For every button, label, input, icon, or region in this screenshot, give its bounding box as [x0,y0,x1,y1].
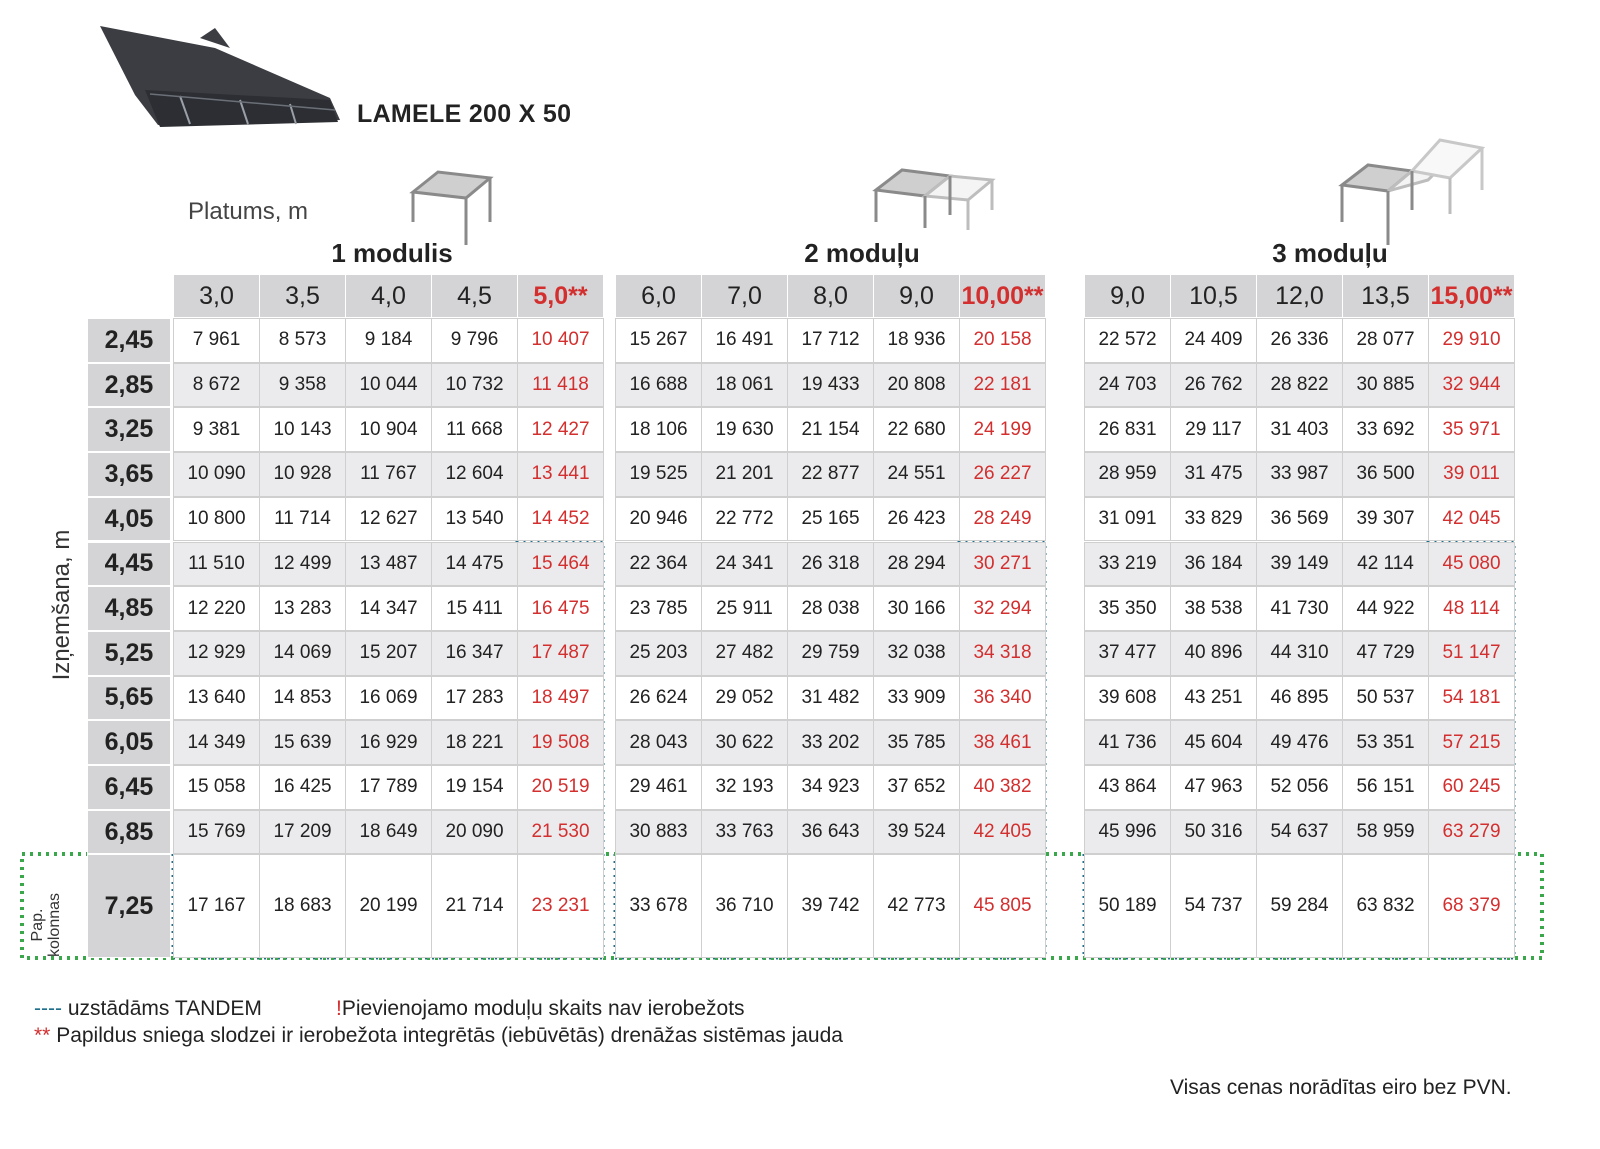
depth-header: 3,25 [87,407,171,452]
price-cell: 38 538 [1170,586,1257,631]
price-cell: 48 114 [1428,586,1515,631]
price-cell: 60 245 [1428,765,1515,810]
price-cell: 10 928 [259,452,346,497]
price-cell: 18 936 [873,318,960,363]
depth-header: 4,05 [87,497,171,542]
price-cell: 24 341 [701,542,788,587]
price-cell: 42 045 [1428,497,1515,542]
price-cell: 22 572 [1084,318,1171,363]
width-header: 8,0 [787,274,874,318]
price-cell: 22 181 [959,363,1046,408]
price-cell: 10 044 [345,363,432,408]
price-cell: 31 475 [1170,452,1257,497]
depth-header: 6,05 [87,720,171,765]
module-3-title: 3 moduļu [1272,238,1388,268]
price-cell: 39 149 [1256,542,1343,587]
price-cell: 17 712 [787,318,874,363]
price-cell: 45 604 [1170,720,1257,765]
price-cell: 11 668 [431,407,518,452]
price-cell: 36 569 [1256,497,1343,542]
price-cell: 24 703 [1084,363,1171,408]
price-cell: 39 011 [1428,452,1515,497]
price-cell: 11 767 [345,452,432,497]
price-cell: 9 381 [173,407,260,452]
price-cell: 43 251 [1170,676,1257,721]
price-cell: 28 959 [1084,452,1171,497]
width-header: 13,5 [1342,274,1429,318]
price-cell: 14 853 [259,676,346,721]
price-cell: 36 340 [959,676,1046,721]
price-cell: 33 987 [1256,452,1343,497]
legend-unlimited [336,997,745,1021]
width-header: 15,00** [1428,274,1515,318]
price-cell: 28 038 [787,586,874,631]
price-cell: 7 961 [173,318,260,363]
price-cell: 51 147 [1428,631,1515,676]
snow-marker: ** [34,1024,51,1047]
price-cell: 21 154 [787,407,874,452]
price-cell: 20 090 [431,810,518,855]
price-cell: 28 822 [1256,363,1343,408]
lamella-profile-image [100,26,340,127]
width-header: 3,5 [259,274,346,318]
price-cell: 24 409 [1170,318,1257,363]
price-cell: 26 318 [787,542,874,587]
price-cell: 25 203 [615,631,702,676]
price-cell: 35 350 [1084,586,1171,631]
width-header: 12,0 [1256,274,1343,318]
price-cell: 9 184 [345,318,432,363]
price-cell: 52 056 [1256,765,1343,810]
price-cell: 45 080 [1428,542,1515,587]
price-cell: 14 347 [345,586,432,631]
price-cell: 19 154 [431,765,518,810]
price-cell: 19 433 [787,363,874,408]
price-cell: 16 069 [345,676,432,721]
depth-header: 3,65 [87,452,171,497]
price-cell: 33 909 [873,676,960,721]
legend-tandem [34,997,262,1021]
price-cell: 54 637 [1256,810,1343,855]
price-cell: 17 209 [259,810,346,855]
price-cell: 11 714 [259,497,346,542]
price-cell: 15 207 [345,631,432,676]
price-cell: 49 476 [1256,720,1343,765]
price-cell: 14 069 [259,631,346,676]
depth-header: 5,65 [87,676,171,721]
price-cell: 12 929 [173,631,260,676]
price-cell: 20 199 [345,854,432,958]
depth-header: 2,45 [87,318,171,363]
module-2-title: 2 moduļu [804,238,920,268]
price-cell: 26 831 [1084,407,1171,452]
price-cell: 13 441 [517,452,604,497]
price-cell: 34 923 [787,765,874,810]
price-cell: 10 407 [517,318,604,363]
price-cell: 50 189 [1084,854,1171,958]
price-cell: 18 221 [431,720,518,765]
depth-header: 4,45 [87,542,171,587]
width-header: 9,0 [1084,274,1171,318]
price-cell: 24 199 [959,407,1046,452]
price-cell: 44 310 [1256,631,1343,676]
price-cell: 33 763 [701,810,788,855]
width-header: 6,0 [615,274,702,318]
extra-columns-label-line1: Pap. [29,908,46,942]
price-cell: 15 639 [259,720,346,765]
snow-text: Papildus sniega slodzei ir ierobežota integrētās (iebūvētās) drenāžas sistēmas jauda [50,1024,843,1047]
price-cell: 9 796 [431,318,518,363]
price-cell: 16 688 [615,363,702,408]
price-cell: 29 461 [615,765,702,810]
price-cell: 54 737 [1170,854,1257,958]
price-cell: 56 151 [1342,765,1429,810]
price-cell: 26 423 [873,497,960,542]
footer-note: Visas cenas norādītas eiro bez PVN. [1170,1076,1512,1099]
width-header: 5,0** [517,274,604,318]
price-cell: 41 736 [1084,720,1171,765]
width-header: 10,5 [1170,274,1257,318]
price-cell: 18 061 [701,363,788,408]
price-cell: 12 604 [431,452,518,497]
width-header: 4,0 [345,274,432,318]
price-cell: 11 510 [173,542,260,587]
price-cell: 31 403 [1256,407,1343,452]
price-cell: 36 643 [787,810,874,855]
legend-snow [34,1024,843,1048]
price-cell: 26 227 [959,452,1046,497]
price-cell: 23 785 [615,586,702,631]
module-1-title: 1 modulis [331,238,453,268]
price-cell: 13 540 [431,497,518,542]
price-cell: 8 573 [259,318,346,363]
price-cell: 27 482 [701,631,788,676]
price-cell: 22 877 [787,452,874,497]
price-cell: 63 279 [1428,810,1515,855]
price-cell: 21 714 [431,854,518,958]
price-cell: 42 773 [873,854,960,958]
price-cell: 34 318 [959,631,1046,676]
price-cell: 14 452 [517,497,604,542]
price-cell: 18 683 [259,854,346,958]
price-cell: 10 143 [259,407,346,452]
pergola-2-module-icon [876,170,992,230]
price-cell: 14 475 [431,542,518,587]
price-cell: 28 043 [615,720,702,765]
width-header: 4,5 [431,274,518,318]
price-cell: 10 800 [173,497,260,542]
price-cell: 54 181 [1428,676,1515,721]
price-cell: 30 885 [1342,363,1429,408]
price-cell: 46 895 [1256,676,1343,721]
price-cell: 17 487 [517,631,604,676]
price-cell: 39 524 [873,810,960,855]
price-cell: 18 649 [345,810,432,855]
price-cell: 39 742 [787,854,874,958]
price-cell: 26 624 [615,676,702,721]
price-cell: 35 971 [1428,407,1515,452]
price-cell: 11 418 [517,363,604,408]
price-cell: 40 896 [1170,631,1257,676]
price-cell: 28 294 [873,542,960,587]
price-cell: 31 482 [787,676,874,721]
price-cell: 15 769 [173,810,260,855]
price-cell: 31 091 [1084,497,1171,542]
price-cell: 42 405 [959,810,1046,855]
price-cell: 23 231 [517,854,604,958]
price-cell: 10 904 [345,407,432,452]
price-cell: 44 922 [1342,586,1429,631]
price-cell: 24 551 [873,452,960,497]
extra-columns-label [29,893,63,957]
price-cell: 36 710 [701,854,788,958]
price-cell: 33 202 [787,720,874,765]
width-header: 9,0 [873,274,960,318]
price-cell: 33 219 [1084,542,1171,587]
price-cell: 15 267 [615,318,702,363]
price-cell: 39 307 [1342,497,1429,542]
price-cell: 13 283 [259,586,346,631]
price-cell: 20 158 [959,318,1046,363]
price-cell: 58 959 [1342,810,1429,855]
price-cell: 42 114 [1342,542,1429,587]
price-cell: 10 090 [173,452,260,497]
price-cell: 28 077 [1342,318,1429,363]
price-cell: 19 508 [517,720,604,765]
price-cell: 36 184 [1170,542,1257,587]
price-cell: 53 351 [1342,720,1429,765]
price-cell: 8 672 [173,363,260,408]
price-cell: 18 497 [517,676,604,721]
price-cell: 25 165 [787,497,874,542]
price-cell: 32 193 [701,765,788,810]
price-cell: 40 382 [959,765,1046,810]
price-cell: 57 215 [1428,720,1515,765]
product-title: LAMELE 200 X 50 [357,100,572,128]
price-cell: 41 730 [1256,586,1343,631]
price-cell: 9 358 [259,363,346,408]
depth-header: 6,45 [87,765,171,810]
price-cell: 30 622 [701,720,788,765]
depth-header: 4,85 [87,586,171,631]
width-header: 3,0 [173,274,260,318]
price-cell: 29 052 [701,676,788,721]
depth-axis-label: Izņemšana, m [48,529,75,681]
price-cell: 22 680 [873,407,960,452]
price-cell: 37 652 [873,765,960,810]
price-cell: 17 789 [345,765,432,810]
price-cell: 19 525 [615,452,702,497]
price-cell: 12 427 [517,407,604,452]
price-cell: 20 519 [517,765,604,810]
price-cell: 12 220 [173,586,260,631]
price-cell: 63 832 [1342,854,1429,958]
price-cell: 25 911 [701,586,788,631]
price-cell: 30 166 [873,586,960,631]
price-cell: 22 772 [701,497,788,542]
price-cell: 47 963 [1170,765,1257,810]
price-cell: 37 477 [1084,631,1171,676]
price-cell: 33 678 [615,854,702,958]
price-cell: 32 038 [873,631,960,676]
price-cell: 16 475 [517,586,604,631]
price-cell: 32 294 [959,586,1046,631]
price-cell: 20 946 [615,497,702,542]
unlimited-marker: ! [336,997,342,1020]
width-header: 10,00** [959,274,1046,318]
depth-header: 2,85 [87,363,171,408]
price-cell: 30 883 [615,810,702,855]
price-cell: 45 805 [959,854,1046,958]
price-cell: 33 692 [1342,407,1429,452]
price-cell: 38 461 [959,720,1046,765]
price-cell: 35 785 [873,720,960,765]
price-cell: 16 491 [701,318,788,363]
price-cell: 59 284 [1256,854,1343,958]
price-cell: 45 996 [1084,810,1171,855]
price-cell: 20 808 [873,363,960,408]
price-cell: 13 640 [173,676,260,721]
price-cell: 50 537 [1342,676,1429,721]
price-cell: 15 464 [517,542,604,587]
price-cell: 50 316 [1170,810,1257,855]
price-cell: 18 106 [615,407,702,452]
price-cell: 10 732 [431,363,518,408]
price-cell: 21 530 [517,810,604,855]
price-cell: 39 608 [1084,676,1171,721]
price-cell: 14 349 [173,720,260,765]
price-cell: 33 829 [1170,497,1257,542]
depth-header: 5,25 [87,631,171,676]
price-cell: 12 627 [345,497,432,542]
depth-header: 6,85 [87,810,171,855]
tandem-marker: ---- [34,997,62,1020]
price-cell: 16 347 [431,631,518,676]
price-cell: 22 364 [615,542,702,587]
price-cell: 13 487 [345,542,432,587]
price-cell: 28 249 [959,497,1046,542]
price-cell: 68 379 [1428,854,1515,958]
extra-columns-label-line2: kolonnas [46,892,63,958]
unlimited-text: Pievienojamo moduļu skaits nav ierobežots [341,997,745,1020]
price-cell: 30 271 [959,542,1046,587]
price-cell: 16 425 [259,765,346,810]
price-cell: 47 729 [1342,631,1429,676]
price-cell: 21 201 [701,452,788,497]
pergola-1-module-icon [413,172,490,245]
price-cell: 43 864 [1084,765,1171,810]
price-cell: 15 411 [431,586,518,631]
price-cell: 29 910 [1428,318,1515,363]
price-cell: 29 117 [1170,407,1257,452]
price-cell: 32 944 [1428,363,1515,408]
price-cell: 17 283 [431,676,518,721]
width-header: 7,0 [701,274,788,318]
depth-header: 7,25 [87,854,171,958]
price-cell: 16 929 [345,720,432,765]
pergola-3-module-icon [1342,140,1482,245]
width-axis-label: Platums, m [188,198,309,225]
price-cell: 12 499 [259,542,346,587]
price-cell: 15 058 [173,765,260,810]
price-cell: 36 500 [1342,452,1429,497]
tandem-text: uzstādāms TANDEM [61,997,262,1020]
price-cell: 26 336 [1256,318,1343,363]
price-cell: 26 762 [1170,363,1257,408]
price-cell: 29 759 [787,631,874,676]
price-cell: 19 630 [701,407,788,452]
price-cell: 17 167 [173,854,260,958]
